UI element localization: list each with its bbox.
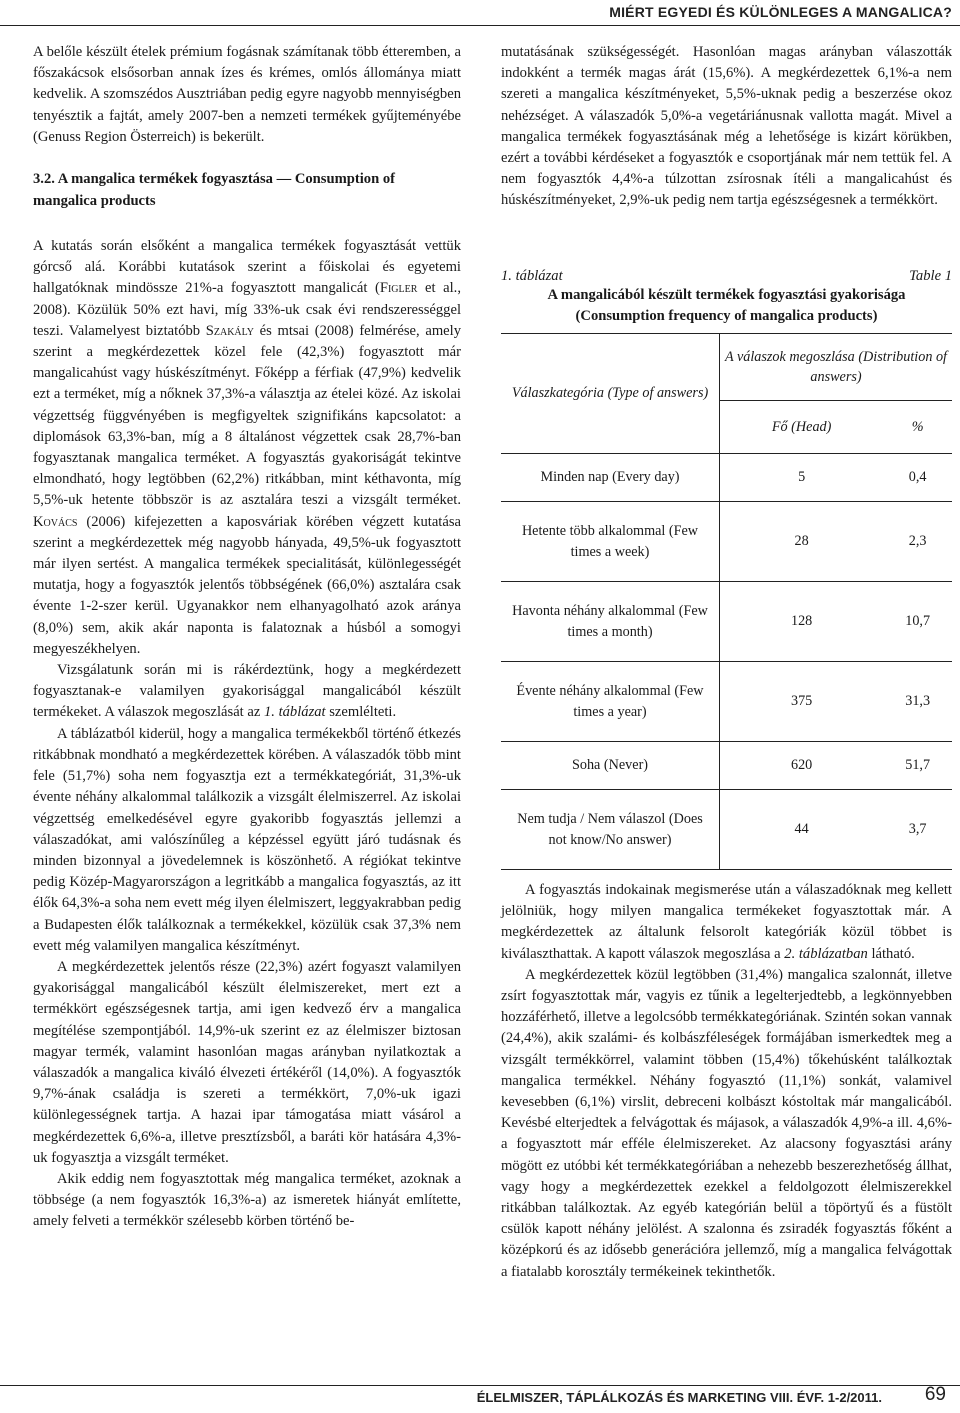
section-heading: 3.2. A mangalica termékek fogyasztása — Consumption of mangalica products [33, 171, 395, 210]
author-name: Figler [379, 280, 418, 297]
row-percent: 3,7 [883, 790, 952, 870]
author-name: Szakály [205, 322, 254, 339]
row-percent: 31,3 [883, 662, 952, 742]
row-category: Havonta néhány alkalommal (Few times a month) [501, 582, 720, 662]
frequency-table [501, 333, 952, 870]
table-label-en: Table 1 [909, 268, 952, 284]
column-header-percent: % [883, 401, 952, 454]
table-row [501, 790, 952, 870]
right-column-bottom [501, 880, 952, 1283]
paragraph: A kutatás során elsőként a mangalica termékek fogyasztását vettük górcső alá. Korábbi kutatások szerint a főiskolai és egyetemi hallgatóknak mindössze 21%-a fogyasztott mangalicát (Figler et al., 2008). Közülük 50% ezt havi, míg 33%-uk csak évi rendszerességgel teszi. Valamelyest biztatóbb Szakály és mtsai (2008) felmérése, amely szerint a megkérdezettek közel fele (42,3%) fogyasztott már mangalicahúst vagy húskészítményt. Főképp a férfiak (47,9%) kedvelik ezt a terméket, míg a nőknek 37,3%-a választja az ételei közé. Az iskolai végzettség függvényében is megfigyeltek szignifikáns kapcsolatot: a diplomások 63,3%-ban, míg a 8 általánost végzettek csak 28,7%-ban fogyasztanak mangalica terméket. A fogyasztás gyakoriságát tekintve elmondható, hogy legtöbben (62,2%) ritkábban, mint kéthavonta, míg 5,5%-uk hetente többször is az asztalára teszi a vizsgált terméket. Kovács (2006) kifejezetten a kaposváriak körében végzett kutatása szerint a megkérdezettek még nagyobb hányada, 49,5%-uk fogyasztott már ilyen sertést. A mangalica termékek specialitását, különlegességét mutatja, hogy a fogyasztók jelentős többségének (66,0%) asztalára csak évente 1-2-szer kerül. Ugyanakkor nem elhanyagolható azok aránya (8,0%) sem, akik akár naponta is falatoznak a húsból a somogyi megyeszékhelyen. [33, 238, 461, 657]
journal-footer: ÉLELMISZER, TÁPLÁLKOZÁS ÉS MARKETING VIII. ÉVF. 1-2/2011. [476, 1390, 882, 1405]
column-header-head: Fő (Head) [720, 401, 884, 454]
row-category: Nem tudja / Nem válaszol (Does not know/No answer) [501, 790, 720, 870]
paragraph: A megkérdezettek jelentős része (22,3%) azért fogyaszt valamilyen gyakorisággal mangalicából készült élelmiszereket, mert ezt a termékkört egészségesnek tartja, ami igen kedvező érv a mangalica megítélése szempontjából. 14,9%-uk szerint ez az élelmiszer biztosan magyar termék, valamint hasonlóan magas arányban nyilatkoztak a válaszadók a mangalica kiváló élvezeti értékéről (14,0%). A fogyasztók 9,7%-ának családja is szereti a termékkört, 7,0%-uk igazi különlegességnek tartja. A hazai ipar támogatása miatt vásárol a megkérdezettek 6,6%-a, illetve presztízsből, a baráti kör hatására 4,3%-uk fogyasztja a vizsgált terméket. [33, 958, 461, 1166]
row-head: 128 [720, 582, 884, 662]
table-row [501, 454, 952, 502]
left-column [33, 42, 461, 1233]
row-head: 375 [720, 662, 884, 742]
paragraph: A táblázatból kiderül, hogy a mangalica termékekből történő étkezés ritkábbnak mondható a megkérdezettek körében. A válaszadók több mint fele (51,7%) soha nem fogyasztja ezt a termékkategóriát, 31,3%-uk évente néhány alkalommal találkozik a vizsgált élelmiszerrel. Az iskolai végzettség emelkedésével egyre gyakoribb fogyasztás jellemzi a válaszadókat, ami valószínűleg a képzéssel együtt járó tudásnak és minden bizonnyal a jövedelemnek is köszönhető. A régiókat tekintve pedig Közép-Magyarországon a legritkább a mangalica fogyasztás, az itt élők 64,3%-a soha nem evett még ilyen élelmiszert, leggyakrabban pedig a Budapesten élők találkoznak a termékekkel, közülük csak 37,3% nem evett még valamilyen mangalica készítményt. [33, 725, 461, 954]
row-category: Évente néhány alkalommal (Few times a year) [501, 662, 720, 742]
row-percent: 10,7 [883, 582, 952, 662]
row-head: 28 [720, 502, 884, 582]
paragraph: Akik eddig nem fogyasztottak még mangalica terméket, azoknak a többsége (a nem fogyasztók 16,3%-a) az ismeretek hiányát említette, amely felveti a termékkör szélesebb körben történő be- [33, 1170, 461, 1230]
author-name: Kovács [33, 513, 78, 530]
row-head: 5 [720, 454, 884, 502]
table-row [501, 662, 952, 742]
table-row [501, 742, 952, 790]
column-header-distribution: A válaszok megoszlása (Distribution of answers) [720, 334, 953, 401]
column-header-category: Válaszkategória (Type of answers) [501, 334, 720, 454]
footer-rule [0, 1385, 960, 1386]
row-head: 44 [720, 790, 884, 870]
paragraph: Vizsgálatunk során mi is rákérdeztünk, hogy a megkérdezett fogyasztanak-e valamilyen gyakorisággal mangalicából készült termékeket. A válaszok megoszlását az 1. táblázat szemlélteti. [33, 662, 461, 721]
table-reference: 2. táblázatban [784, 945, 868, 962]
table-label: 1. táblázat [501, 268, 563, 284]
right-column-top [501, 42, 952, 212]
row-category: Minden nap (Every day) [501, 454, 720, 502]
row-head: 620 [720, 742, 884, 790]
table-title-en: (Consumption frequency of mangalica products) [575, 308, 878, 324]
page-number: 69 [924, 1384, 946, 1405]
paragraph: A belőle készült ételek prémium fogásnak számítanak több étteremben, a főszakácsok elsősorban annak ízes és krémes, omlós állománya miatt kedvelik. A szomszédos Ausztriában pedig egyre nagyobb mennyiségben tenyésztik a fajtát, amely 2007-ben a nemzeti termékek gyűjteményébe (Genuss Region Österreich) is bekerült. [33, 44, 461, 145]
table-1 [501, 268, 952, 870]
header-rule [0, 25, 960, 26]
row-category: Soha (Never) [501, 742, 720, 790]
running-header: MIÉRT EGYEDI ÉS KÜLÖNLEGES A MANGALICA? [609, 4, 952, 20]
row-percent: 51,7 [883, 742, 952, 790]
row-percent: 2,3 [883, 502, 952, 582]
table-row [501, 502, 952, 582]
paragraph: A fogyasztás indokainak megismerése után a válaszadóknak meg kellett jelölniük, hogy milyen mangalica termékeket fogyasztottak már. A megkérdezettek az általunk felsorolt kategóriák közül többet is kiválaszthattak. A kapott válaszok megoszlása a 2. táblázatban látható. [501, 882, 952, 962]
table-caption [501, 268, 952, 285]
paragraph: A megkérdezettek közül legtöbben (31,4%) mangalica szalonnát, illetve zsírt fogyasztottak már, vagyis ez tűnik a legelterjedtebb, a legkönnyebben hozzáférhető, illetve a legolcsóbb termékkategóriának. Szintén sokan vannak (24,4%), akik szalámi- és kolbászféleségek formájában ismerkedtek meg a vizsgált termékkörrel, valamint többen (15,4%) tőkehúsként találkoztak mangalica termékkel. Néhány fogyasztó (11,1%) sonkát, valamivel kevesebben (6,1%) virslit, debreceni kolbászt kóstoltak már mangalicából. Kevésbé elterjedtek a felvágottak és májasok, a válaszadók 4,9%-a ill. 4,6%-a fogyasztott már efféle élelmiszereket. Az alacsony fogyasztási arány mögött ez utóbbi két termékkategóriában a nehezebb beszerezhetőség állhat, vagy hogy a megkérdezettek ezekkel a feldolgozott élelmiszerekkel ritkábban találkoztak. Az egyéb kategórián belül a töpörtyű és a füstölt csülök kapott néhány jelölést. A szalonna és zsiradék fogyasztás főként a középkorú és az idősebb generációra jellemző, míg a mangalica felvágottak a fiatalabb korosztály termékeinek tekinthetők. [501, 966, 952, 1280]
paragraph: mutatásának szükségességét. Hasonlóan magas arányban válaszották indokként a termék magas árát (15,6%). A megkérdezettek 6,1%-a nem szereti a mangalica készítményeket, 5,5%-uknak pedig a beszerzése okoz nehézséget. A válaszadók 5,0%-a vegetáriánusnak vallotta magát. Mivel a mangalica termékek fogyasztásának még a lehetősége is kizárt körükben, ezért a további kérdéseket a fogyasztók e csoportjának már nem tettük fel. A nem fogyasztók 4,4%-a túlzottan zsírosnak ítéli a mangalicahúst és húskészítményeket, 2,9%-uk pedig nem tartja egészségesnek a termékkört. [501, 44, 952, 209]
row-percent: 0,4 [883, 454, 952, 502]
table-reference: 1. táblázat [263, 704, 326, 721]
table-row [501, 582, 952, 662]
table-title: A mangalicából készült termékek fogyasztási gyakorisága [547, 287, 906, 303]
row-category: Hetente több alkalommal (Few times a week) [501, 502, 720, 582]
